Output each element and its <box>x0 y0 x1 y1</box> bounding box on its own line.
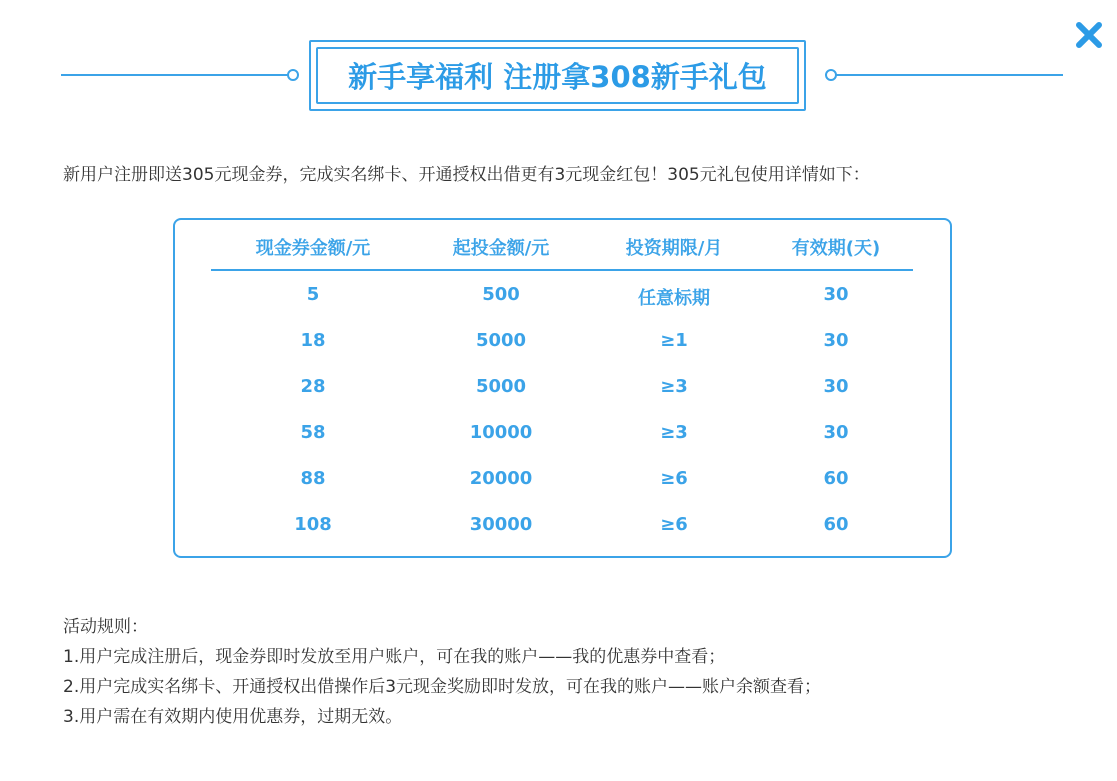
table-header-divider <box>211 269 913 271</box>
column-header-validity: 有效期(天) <box>791 238 881 259</box>
table-cell: 30 <box>823 376 849 397</box>
table-cell: ≥1 <box>660 330 688 351</box>
close-icon <box>1074 20 1104 50</box>
activity-rules <box>63 612 821 732</box>
page-title: 新手享福利 注册拿308新手礼包 <box>348 60 767 94</box>
column-header-coupon-amount: 现金券金额/元 <box>255 238 371 259</box>
table-cell: 30000 <box>469 514 533 535</box>
title-line-right <box>834 74 1063 76</box>
table-cell: 18 <box>300 330 326 351</box>
table-cell: ≥3 <box>660 422 688 443</box>
table-cell: 58 <box>300 422 326 443</box>
column-header-min-investment: 起投金额/元 <box>452 238 550 259</box>
rules-heading: 活动规则： <box>63 617 148 637</box>
title-dot-right <box>825 69 837 81</box>
rule-item: 1.用户完成注册后，现金券即时发放至用户账户，可在我的账户——我的优惠券中查看； <box>63 647 726 667</box>
table-cell: 28 <box>300 376 326 397</box>
title-box <box>316 47 799 104</box>
table-cell: 60 <box>823 514 849 535</box>
rule-item: 3.用户需在有效期内使用优惠券，过期无效。 <box>63 707 403 727</box>
table-cell: 5000 <box>475 330 527 351</box>
table-cell: ≥3 <box>660 376 688 397</box>
title-dot-left <box>287 69 299 81</box>
table-cell: 30 <box>823 330 849 351</box>
title-line-left <box>61 74 289 76</box>
table-cell: 5000 <box>475 376 527 397</box>
table-cell: 任意标期 <box>638 288 710 309</box>
column-header-investment-term: 投资期限/月 <box>625 238 723 259</box>
table-cell: 60 <box>823 468 849 489</box>
table-cell: 10000 <box>469 422 533 443</box>
close-button[interactable] <box>1074 20 1104 50</box>
table-cell: 500 <box>482 284 520 305</box>
table-cell: ≥6 <box>660 514 688 535</box>
table-cell: 5 <box>306 284 320 305</box>
table-cell: 30 <box>823 284 849 305</box>
table-cell: ≥6 <box>660 468 688 489</box>
table-cell: 30 <box>823 422 849 443</box>
table-cell: 20000 <box>469 468 533 489</box>
rule-item: 2.用户完成实名绑卡、开通授权出借操作后3元现金奖励即时发放，可在我的账户——账户余额查看； <box>63 677 822 697</box>
intro-text: 新用户注册即送305元现金券，完成实名绑卡、开通授权出借更有3元现金红包！305元礼包使用详情如下： <box>63 165 870 185</box>
table-cell: 88 <box>300 468 326 489</box>
table-cell: 108 <box>294 514 332 535</box>
